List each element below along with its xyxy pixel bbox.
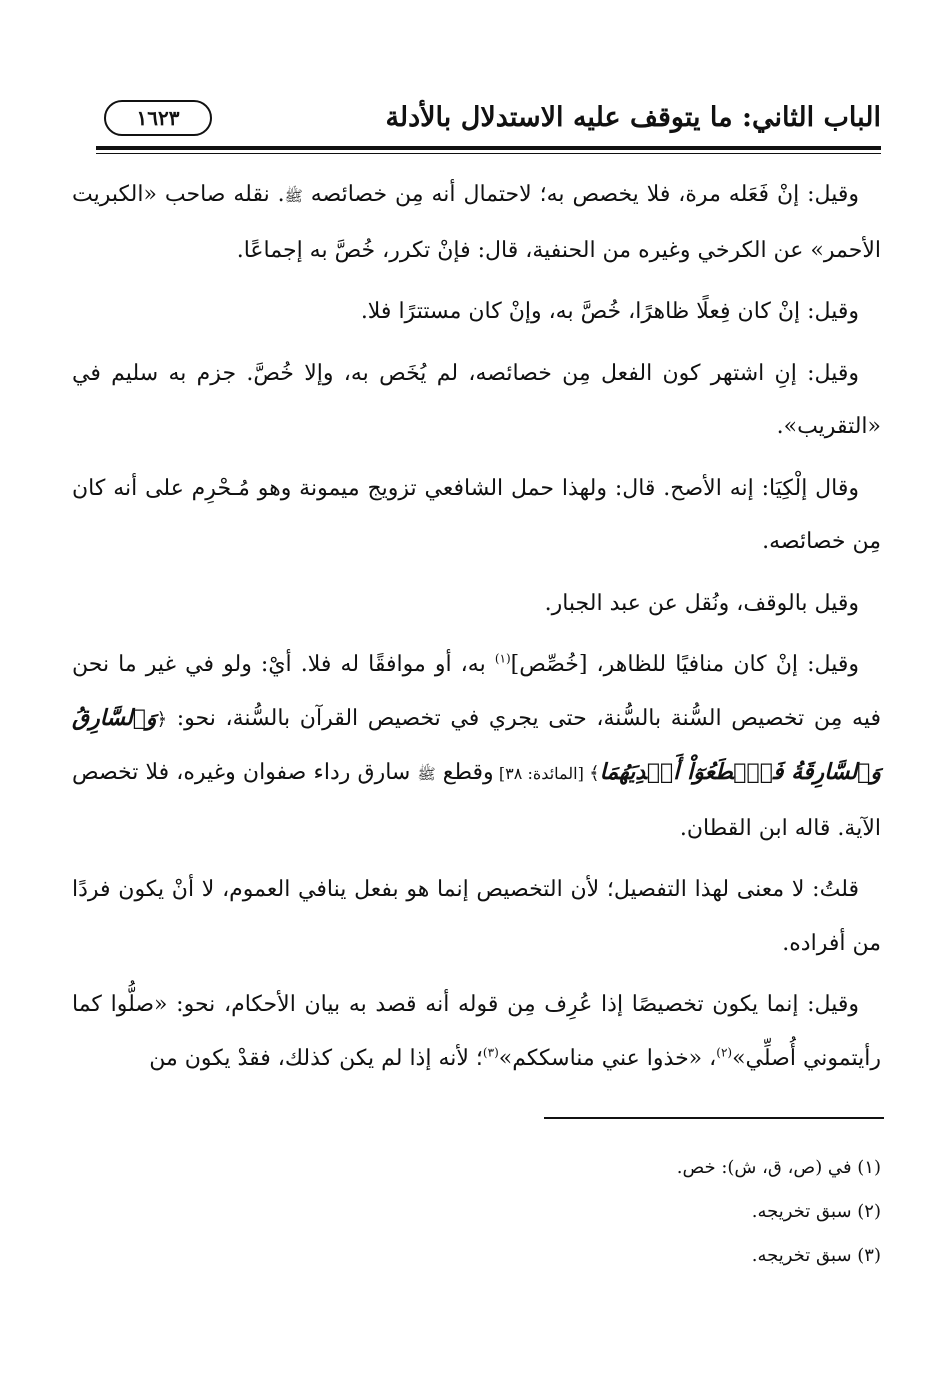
paragraph-6-part-4: سارق رداء صفوان وغيره، فلا تخصص الآية. قاله ابن القطان. [72, 760, 881, 841]
paragraph-1 [72, 168, 881, 277]
main-text [72, 168, 881, 1085]
paragraph-6-part-1: وقيل: إنْ كان منافيًا للظاهر، [خُصِّص] [510, 652, 859, 677]
paragraph-3: وقيل: إنِ اشتهر كون الفعل مِن خصائصه، لم يُخَص به، وإلا خُصَّ. جزم به سليم في «التقريب». [72, 360, 881, 439]
paragraph-5: وقيل بالوقف، ونُقل عن عبد الجبار. [544, 590, 859, 616]
footnote-ref-2[interactable]: (٢) [716, 1045, 733, 1060]
header-rule-thick [96, 146, 881, 150]
page-number-badge [104, 100, 212, 136]
footnotes [300, 1146, 881, 1278]
paragraph-7: قلتُ: لا معنى لهذا التفصيل؛ لأن التخصيص إنما هو بفعل ينافي العموم، لا أنْ يكون فردًا من أفراده. [72, 877, 881, 956]
page-number: ١٦٢٣ [136, 106, 180, 130]
paragraph-1-part-2: . نقله صاحب «الكبريت الأحمر» عن الكرخي وغيره من الحنفية، قال: فإنْ تكرر، خُصَّ به إجماعًا. [72, 182, 881, 263]
paragraph-4: وقال إلْكِيَا: إنه الأصح. قال: ولهذا حمل الشافعي تزويج ميمونة وهو مُـحْرِم على أنه كان مِن خصائصه. [72, 475, 881, 554]
paragraph-8-part-2: ، «خذوا عني مناسككم» [498, 1045, 717, 1071]
paragraph-8-part-3: ؛ لأنه إذا لم يكن كذلك، فقدْ يكون من [149, 1045, 483, 1071]
header-rule-thin [96, 153, 881, 154]
paragraph-6 [72, 638, 881, 855]
running-header [96, 96, 881, 142]
salutation-mark: ﷺ [284, 187, 303, 205]
footnote-1: (١) في (ص، ق، ش): خص. [676, 1157, 881, 1178]
paragraph-2: وقيل: إنْ كان فِعلًا ظاهرًا، خُصَّ به، وإنْ كان مستترًا فلا. [360, 299, 859, 324]
footnote-ref-1[interactable]: (١) [494, 651, 511, 666]
quran-verse: وَٱلسَّارِقُ وَٱلسَّارِقَةُ فَٱقۡطَعُوٓاْ أَيۡدِيَهُمَا [72, 704, 882, 785]
footnote-ref-3[interactable]: (٣) [482, 1045, 499, 1060]
paragraph-6-part-2: به، أو موافقًا له فلا. أيْ: ولو في غير ما نحن فيه مِن تخصيص السُّنة بالسُّنة، حتى يجري في تخصيص القرآن بالسُّنة، نحو: [72, 652, 881, 731]
chapter-title: الباب الثاني: ما يتوقف عليه الاستدلال بالأدلة [385, 102, 881, 133]
paragraph-8 [72, 978, 881, 1085]
footnote-separator [544, 1117, 884, 1119]
paragraph-6-part-3: وقطع [435, 760, 494, 785]
salutation-mark: ﷺ [417, 765, 436, 783]
footnote-2: (٢) سبق تخريجه. [751, 1201, 881, 1222]
verse-reference: [المائدة: ٣٨] [493, 764, 590, 783]
quran-close-bracket: ﴾ [589, 763, 600, 784]
footnote-3: (٣) سبق تخريجه. [751, 1245, 881, 1266]
paragraph-1-part-1: وقيل: إنْ فَعَله مرة، فلا يخصص به؛ لاحتمال أنه مِن خصائصه [302, 182, 859, 207]
quran-open-bracket: ﴿ [156, 708, 168, 730]
paragraph-8-part-1: وقيل: إنما يكون تخصيصًا إذا عُرِف مِن قوله أنه قصد به بيان الأحكام، نحو: «صلُّوا كما رأيتموني أُصلِّي» [72, 992, 881, 1071]
